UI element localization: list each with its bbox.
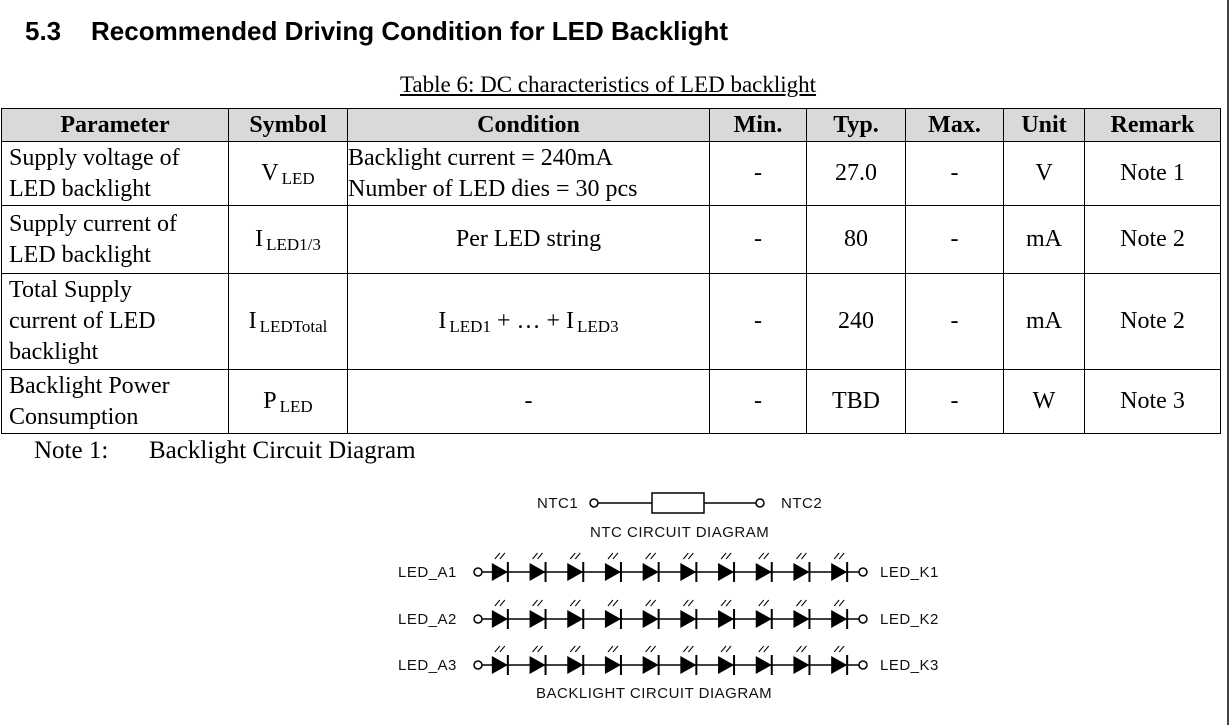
condition-line: Number of LED dies = 30 pcs [348, 175, 638, 202]
ntc2-label: NTC2 [781, 495, 823, 512]
led-diode-icon [718, 600, 734, 629]
unit-cell: mA [1004, 206, 1085, 274]
symbol-subscript: LED [279, 396, 313, 416]
header-typ: Typ. [807, 109, 906, 142]
led-diode-icon [567, 600, 583, 629]
led-diode-icon [756, 553, 772, 582]
parameter-line: LED backlight [9, 175, 151, 202]
backlight-diagram-title: BACKLIGHT CIRCUIT DIAGRAM [536, 685, 773, 702]
led-diode-icon [530, 646, 546, 675]
header-symbol: Symbol [229, 109, 348, 142]
led-diode-icon [492, 646, 508, 675]
led-diode-icon [831, 646, 847, 675]
led-a1-label: LED_A1 [398, 564, 457, 581]
remark-cell: Note 3 [1085, 370, 1221, 434]
max-cell: - [906, 370, 1004, 434]
ntc1-label: NTC1 [537, 495, 579, 512]
led-diode-icon [793, 553, 809, 582]
parameter-line: backlight [9, 339, 99, 365]
parameter-cell [2, 274, 229, 370]
remark-cell: Note 1 [1085, 142, 1221, 206]
led-k3-label: LED_K3 [880, 657, 939, 674]
condition-cell [348, 274, 710, 370]
anode-terminal [474, 568, 482, 576]
unit-cell: V [1004, 142, 1085, 206]
condition-operator: + … + [490, 307, 567, 334]
typ-cell: 240 [807, 274, 906, 370]
parameter-line: Supply current of [9, 210, 177, 237]
ntc1-terminal [590, 499, 598, 507]
ntc-circuit [537, 493, 822, 541]
led-diode-chain [482, 646, 859, 675]
backlight-circuit-diagram [380, 485, 980, 710]
led-k2-label: LED_K2 [880, 611, 939, 628]
table-row [2, 274, 1221, 370]
led-diode-icon [492, 600, 508, 629]
note-label: Note 1: [34, 437, 109, 464]
cathode-terminal [859, 568, 867, 576]
parameter-cell [2, 142, 229, 206]
note-text: Backlight Circuit Diagram [149, 437, 416, 464]
condition-cell [348, 142, 710, 206]
ntc-diagram-title: NTC CIRCUIT DIAGRAM [590, 524, 770, 541]
section-number: 5.3 [25, 16, 62, 46]
led-diode-icon [756, 646, 772, 675]
anode-terminal [474, 615, 482, 623]
page-edge-line [1227, 0, 1229, 725]
led-diode-icon [605, 553, 621, 582]
parameter-line: Total Supply [9, 277, 132, 303]
header-remark: Remark [1085, 109, 1221, 142]
led-diode-icon [530, 600, 546, 629]
condition-subscript: LED3 [577, 316, 619, 336]
typ-cell: 80 [807, 206, 906, 274]
unit-cell: W [1004, 370, 1085, 434]
led-diode-icon [492, 553, 508, 582]
header-max: Max. [906, 109, 1004, 142]
symbol-subscript: LEDTotal [259, 316, 328, 336]
cathode-terminal [859, 661, 867, 669]
condition-term: I [438, 307, 447, 334]
led-string-1 [398, 553, 939, 582]
condition-subscript: LED1 [449, 316, 491, 336]
table-row [2, 206, 1221, 274]
parameter-line: current of LED [9, 308, 156, 334]
remark-cell: Note 2 [1085, 274, 1221, 370]
symbol-cell [229, 274, 348, 370]
table-row [2, 370, 1221, 434]
section-title-text: Recommended Driving Condition for LED Backlight [91, 16, 729, 46]
condition-term: I [566, 307, 575, 334]
symbol-main: I [248, 307, 257, 334]
led-diode-icon [605, 600, 621, 629]
typ-cell: 27.0 [807, 142, 906, 206]
led-diode-icon [680, 553, 696, 582]
symbol-cell [229, 142, 348, 206]
note-1 [34, 437, 416, 465]
max-cell: - [906, 206, 1004, 274]
table-caption: Table 6: DC characteristics of LED backlight [399, 72, 817, 97]
symbol-cell [229, 206, 348, 274]
ntc2-terminal [756, 499, 764, 507]
led-diode-icon [680, 646, 696, 675]
led-diode-icon [680, 600, 696, 629]
dc-characteristics-table [1, 108, 1221, 434]
ntc-resistor [652, 493, 704, 513]
parameter-cell [2, 370, 229, 434]
header-parameter: Parameter [2, 109, 229, 142]
min-cell: - [710, 274, 807, 370]
led-a3-label: LED_A3 [398, 657, 457, 674]
unit-cell: mA [1004, 274, 1085, 370]
typ-cell: TBD [807, 370, 906, 434]
symbol-main: V [261, 159, 279, 186]
max-cell: - [906, 142, 1004, 206]
table-header-row [2, 109, 1221, 142]
parameter-line: Backlight Power [9, 372, 170, 399]
led-diode-icon [718, 646, 734, 675]
led-diode-icon [567, 646, 583, 675]
led-diode-icon [831, 600, 847, 629]
led-diode-chain [482, 600, 859, 629]
led-diode-icon [756, 600, 772, 629]
led-a2-label: LED_A2 [398, 611, 457, 628]
led-diode-icon [643, 600, 659, 629]
led-diode-icon [718, 553, 734, 582]
led-diode-icon [793, 646, 809, 675]
header-min: Min. [710, 109, 807, 142]
symbol-cell [229, 370, 348, 434]
led-diode-icon [605, 646, 621, 675]
led-diode-icon [643, 553, 659, 582]
symbol-subscript: LED [281, 168, 315, 188]
min-cell: - [710, 370, 807, 434]
parameter-line: LED backlight [9, 241, 151, 268]
condition-cell: Per LED string [348, 206, 710, 274]
min-cell: - [710, 142, 807, 206]
led-diode-icon [643, 646, 659, 675]
led-diode-icon [567, 553, 583, 582]
led-string-3 [398, 646, 939, 675]
remark-cell: Note 2 [1085, 206, 1221, 274]
max-cell: - [906, 274, 1004, 370]
header-condition: Condition [348, 109, 710, 142]
header-unit: Unit [1004, 109, 1085, 142]
led-diode-icon [831, 553, 847, 582]
parameter-cell [2, 206, 229, 274]
symbol-main: P [263, 387, 277, 414]
min-cell: - [710, 206, 807, 274]
parameter-line: Supply voltage of [9, 144, 180, 171]
cathode-terminal [859, 615, 867, 623]
led-diode-icon [793, 600, 809, 629]
condition-cell: - [348, 370, 710, 434]
led-k1-label: LED_K1 [880, 564, 939, 581]
symbol-subscript: LED1/3 [266, 234, 321, 254]
parameter-line: Consumption [9, 403, 139, 430]
symbol-main: I [255, 225, 264, 252]
anode-terminal [474, 661, 482, 669]
table-row [2, 142, 1221, 206]
led-diode-icon [530, 553, 546, 582]
led-string-2 [398, 600, 939, 629]
condition-line: Backlight current = 240mA [348, 144, 613, 171]
section-title [25, 16, 728, 47]
led-diode-chain [482, 553, 859, 582]
